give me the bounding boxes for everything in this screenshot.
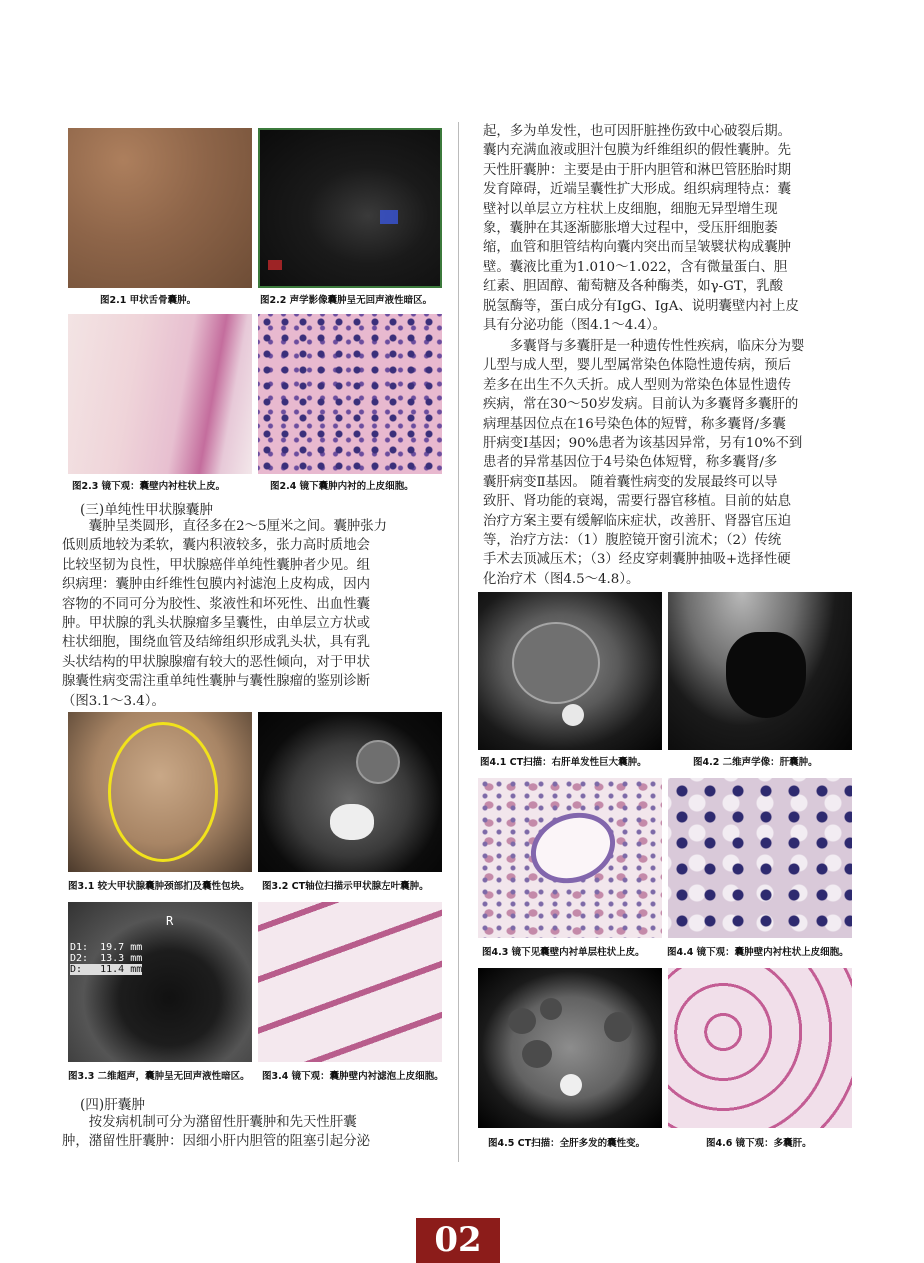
section-4-heading: (四)肝囊肿 <box>80 1097 145 1113</box>
section-3-body: 囊肿呈类圆形，直径多在2～5厘米之间。囊肿张力 低则质地较为柔软，囊内积液较多，张力高时质地会 比较坚韧为良性，甲状腺癌伴单纯性囊肿者少见。组 织病理：囊肿由纤维性包膜内衬滤泡上皮构成，因内 容物的不同可分为胶性、浆液性和坏死性、出血性囊 肿。甲状腺的乳头状腺瘤多呈囊性，由单层立方状或 柱状细胞，围绕血管及结缔组织形成乳头状，具有乳 头状结构的甲状腺腺瘤有较大的恶性倾向，对于甲状 腺囊性病变需注重单纯性囊肿与囊性腺瘤的鉴别诊断 （图3.1～3.4）。 <box>62 519 388 709</box>
us-marker-label: R <box>166 914 174 928</box>
caption-fig-3-3: 图3.3 二维超声，囊肿呈无回声液性暗区。 <box>68 1071 250 1082</box>
figure-3-1-image <box>68 712 252 872</box>
ct-thyroid-cyst <box>356 740 400 784</box>
figure-3-2-image <box>258 712 442 872</box>
right-paragraph-1: 起，多为单发性，也可因肝脏挫伤致中心破裂后期。 囊内充满血液或胆汁包膜为纤维组织的假性囊肿。先 天性肝囊肿：主要是由于肝内胆管和淋巴管胚胎时期 发育障碍，近端呈囊性扩大形成。组织病理特点：囊 壁衬以单层立方柱状上皮细胞，细胞无异型增生现 象，囊肿在其逐渐膨胀增大过程中，受压肝细胞萎 缩，血管和胆管结构向囊内突出而呈皱襞状构成囊肿 壁。囊液比重为1.010～1.022，含有微量蛋白、胆 红素、胆固醇、葡萄糖及各种酶类，如γ-GT，乳酸 脱氢酶等，蛋白成分有IgG、IgA、说明囊壁内衬上皮 具有分泌功能（图4.1～4.4）。 <box>483 124 799 334</box>
duct-lumen <box>521 801 625 894</box>
doppler-flow-spot <box>380 210 398 224</box>
caption-fig-2-4: 图2.4 镜下囊肿内衬的上皮细胞。 <box>270 481 414 492</box>
ct-vertebra <box>330 804 374 840</box>
ct-cyst-d <box>604 1012 632 1042</box>
caption-fig-4-3: 图4.3 镜下见囊壁内衬单层柱状上皮。 <box>482 947 645 958</box>
figure-2-3-image <box>68 314 252 474</box>
caption-fig-4-2: 图4.2 二维声学像：肝囊肿。 <box>693 757 818 768</box>
figure-2-2-image <box>258 128 442 288</box>
section-4-body: 按发病机制可分为潴留性肝囊肿和先天性肝囊 肿，潴留性肝囊肿：因细小肝内胆管的阻塞引起分泌 <box>62 1115 370 1150</box>
figure-4-4-image <box>668 778 852 938</box>
column-divider <box>458 122 459 1162</box>
figure-4-1-image <box>478 592 662 750</box>
caption-fig-2-2: 图2.2 声学影像囊肿呈无回声液性暗区。 <box>260 295 433 306</box>
ct-spine-2 <box>560 1074 582 1096</box>
caption-fig-3-4: 图3.4 镜下观：囊肿壁内衬滤泡上皮细胞。 <box>262 1071 444 1082</box>
right-paragraph-2: 多囊肾与多囊肝是一种遗传性性疾病，临床分为婴 儿型与成人型，婴儿型属常染色体隐性遗传病，预后 差多在出生不久夭折。成人型则为常染色体显性遗传 疾病，常在30～50岁发病。目前认为多囊肾多囊肝的 病理基因位点在16号染色体的短臂，称多囊肾/多囊 肝病变Ⅰ基因；90%患者为该基因异常，另有10%不到 患者的异常基因位于4号染色体短臂，称多囊肾/多 囊肝病变Ⅱ基因。 随着囊性病变的发展最终可以导 致肝、肾功能的衰竭，需要行器官移植。目前的姑息 治疗方案主要有缓解临床症状，改善肝、肾器官压迫 等，治疗方法：（1）腹腔镜开窗引流术；（2）传统 手术去顶减压术；（3）经皮穿刺囊肿抽吸+选择性硬 化治疗术（图4.5～4.8）。 <box>483 339 805 587</box>
figure-4-2-image <box>668 592 852 750</box>
caption-fig-4-1: 图4.1 CT扫描：右肝单发性巨大囊肿。 <box>480 757 647 768</box>
figure-3-3-image <box>68 902 252 1062</box>
cyst-outline-circle <box>108 722 218 862</box>
caption-fig-2-3: 图2.3 镜下观：囊壁内衬柱状上皮。 <box>72 481 226 492</box>
ct-spine <box>562 704 584 726</box>
ct-cyst-b <box>540 998 562 1020</box>
page-number: 02 <box>416 1218 500 1263</box>
figure-2-1-image <box>68 128 252 288</box>
us-measure-d1: D1: 19.7 mm <box>70 942 143 953</box>
caption-fig-4-4: 图4.4 镜下观：囊肿壁内衬柱状上皮细胞。 <box>667 947 849 958</box>
ct-cyst-a <box>508 1008 536 1034</box>
caption-fig-2-1: 图2.1 甲状舌骨囊肿。 <box>100 295 197 306</box>
figure-2-4-image <box>258 314 442 474</box>
us-fan-cyst <box>726 632 806 718</box>
section-3-heading: (三)单纯性甲状腺囊肿 <box>80 502 213 518</box>
figure-4-5-image <box>478 968 662 1128</box>
caption-fig-3-2: 图3.2 CT轴位扫描示甲状腺左叶囊肿。 <box>262 881 429 892</box>
caption-fig-4-5: 图4.5 CT扫描：全肝多发的囊性变。 <box>488 1138 646 1149</box>
caption-fig-4-6: 图4.6 镜下观：多囊肝。 <box>706 1138 812 1149</box>
us-measure-d: D: 11.4 mm <box>70 964 143 975</box>
caption-fig-3-1: 图3.1 较大甲状腺囊肿颈部扪及囊性包块。 <box>68 881 250 892</box>
ct-cyst-c <box>522 1040 552 1068</box>
us-measure-d2: D2: 13.3 mm <box>70 953 143 964</box>
figure-3-4-image <box>258 902 442 1062</box>
ct-liver-cyst <box>512 622 600 704</box>
figure-4-3-image <box>478 778 662 938</box>
doppler-red-spot <box>268 260 282 270</box>
figure-4-6-image <box>668 968 852 1128</box>
